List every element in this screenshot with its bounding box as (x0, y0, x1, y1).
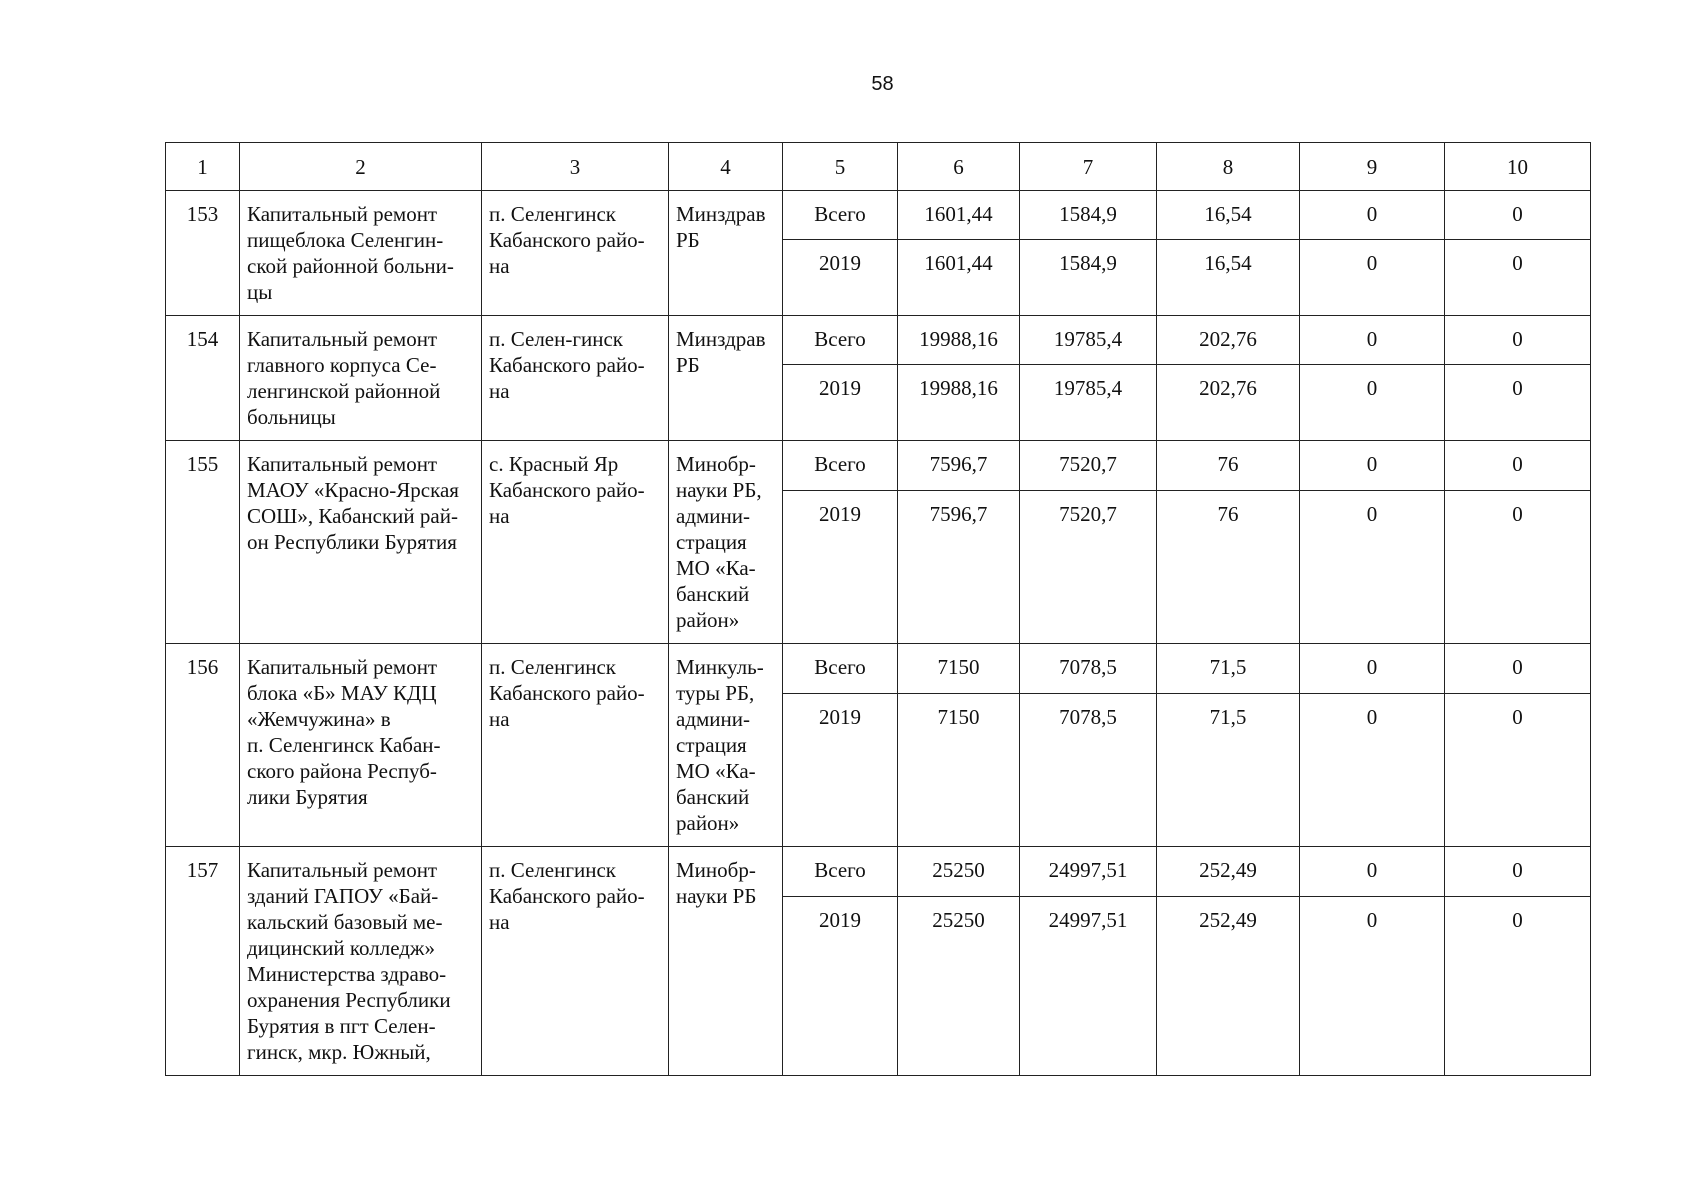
column-header: 4 (669, 143, 783, 191)
location-cell: с. Красный Яр Кабанского райо- на (482, 441, 669, 644)
amount-cell: 7520,7 (1020, 490, 1157, 643)
table-row-total (166, 191, 1591, 240)
object-name-cell: Капитальный ремонт зданий ГАПОУ «Бай- кальский базовый ме- дицинский колледж» Министерства здраво- охранения Республики Бурятия в пгт Селен- гинск, мкр. Южный, (240, 847, 482, 1076)
period-label-cell: 2019 (783, 896, 898, 1075)
period-label-cell: Всего (783, 644, 898, 694)
object-name-cell: Капитальный ремонт блока «Б» МАУ КДЦ «Жемчужина» в п. Селенгинск Кабан- ского района Респуб- лики Бурятия (240, 644, 482, 847)
amount-cell: 24997,51 (1020, 847, 1157, 897)
amount-cell: 7078,5 (1020, 644, 1157, 694)
amount-cell: 0 (1300, 441, 1445, 491)
amount-cell: 0 (1300, 191, 1445, 240)
amount-cell: 1584,9 (1020, 240, 1157, 316)
column-header: 10 (1445, 143, 1591, 191)
period-label-cell: 2019 (783, 365, 898, 441)
amount-cell: 0 (1445, 693, 1591, 846)
amount-cell: 76 (1157, 490, 1300, 643)
agency-cell: Минздрав РБ (669, 316, 783, 441)
amount-cell: 71,5 (1157, 693, 1300, 846)
amount-cell: 0 (1300, 693, 1445, 846)
row-number-cell: 157 (166, 847, 240, 1076)
amount-cell: 24997,51 (1020, 896, 1157, 1075)
amount-cell: 252,49 (1157, 896, 1300, 1075)
amount-cell: 0 (1445, 365, 1591, 441)
period-label-cell: 2019 (783, 490, 898, 643)
agency-cell: Минобр- науки РБ (669, 847, 783, 1076)
amount-cell: 0 (1300, 847, 1445, 897)
header-row (166, 143, 1591, 191)
column-header: 6 (898, 143, 1020, 191)
amount-cell: 0 (1300, 316, 1445, 365)
amount-cell: 16,54 (1157, 191, 1300, 240)
amount-cell: 7596,7 (898, 490, 1020, 643)
period-label-cell: 2019 (783, 693, 898, 846)
location-cell: п. Селенгинск Кабанского райо- на (482, 644, 669, 847)
amount-cell: 16,54 (1157, 240, 1300, 316)
row-number-cell: 154 (166, 316, 240, 441)
period-label-cell: Всего (783, 441, 898, 491)
amount-cell: 1601,44 (898, 191, 1020, 240)
column-header: 3 (482, 143, 669, 191)
table-row-total (166, 441, 1591, 491)
amount-cell: 0 (1445, 490, 1591, 643)
column-header: 2 (240, 143, 482, 191)
amount-cell: 0 (1445, 191, 1591, 240)
table-row-total (166, 847, 1591, 897)
column-header: 8 (1157, 143, 1300, 191)
agency-cell: Минздрав РБ (669, 191, 783, 316)
amount-cell: 0 (1445, 240, 1591, 316)
amount-cell: 71,5 (1157, 644, 1300, 694)
row-number-cell: 156 (166, 644, 240, 847)
amount-cell: 202,76 (1157, 365, 1300, 441)
amount-cell: 19785,4 (1020, 316, 1157, 365)
agency-cell: Минкуль- туры РБ, админи- страция МО «Ка- банский район» (669, 644, 783, 847)
amount-cell: 19988,16 (898, 316, 1020, 365)
period-label-cell: Всего (783, 191, 898, 240)
column-header: 9 (1300, 143, 1445, 191)
period-label-cell: 2019 (783, 240, 898, 316)
column-header: 1 (166, 143, 240, 191)
amount-cell: 0 (1445, 847, 1591, 897)
amount-cell: 7078,5 (1020, 693, 1157, 846)
table-row-total (166, 316, 1591, 365)
amount-cell: 0 (1300, 240, 1445, 316)
agency-cell: Минобр- науки РБ, админи- страция МО «Ка- банский район» (669, 441, 783, 644)
amount-cell: 7596,7 (898, 441, 1020, 491)
amount-cell: 76 (1157, 441, 1300, 491)
object-name-cell: Капитальный ремонт пищеблока Селенгин- ской районной больни- цы (240, 191, 482, 316)
amount-cell: 0 (1445, 316, 1591, 365)
column-header: 7 (1020, 143, 1157, 191)
object-name-cell: Капитальный ремонт главного корпуса Се- ленгинской районной больницы (240, 316, 482, 441)
period-label-cell: Всего (783, 316, 898, 365)
amount-cell: 0 (1445, 441, 1591, 491)
amount-cell: 25250 (898, 847, 1020, 897)
amount-cell: 0 (1300, 644, 1445, 694)
period-label-cell: Всего (783, 847, 898, 897)
amount-cell: 0 (1445, 644, 1591, 694)
location-cell: п. Селен-гинск Кабанского райо- на (482, 316, 669, 441)
amount-cell: 0 (1300, 365, 1445, 441)
amount-cell: 252,49 (1157, 847, 1300, 897)
amount-cell: 0 (1300, 490, 1445, 643)
amount-cell: 202,76 (1157, 316, 1300, 365)
amount-cell: 7150 (898, 693, 1020, 846)
column-header: 5 (783, 143, 898, 191)
object-name-cell: Капитальный ремонт МАОУ «Красно-Ярская СОШ», Кабанский рай- он Республики Бурятия (240, 441, 482, 644)
location-cell: п. Селенгинск Кабанского райо- на (482, 191, 669, 316)
amount-cell: 0 (1300, 896, 1445, 1075)
amount-cell: 19785,4 (1020, 365, 1157, 441)
page-number: 58 (871, 73, 894, 95)
amount-cell: 25250 (898, 896, 1020, 1075)
row-number-cell: 153 (166, 191, 240, 316)
budget-table (165, 142, 1591, 1076)
amount-cell: 0 (1445, 896, 1591, 1075)
amount-cell: 1601,44 (898, 240, 1020, 316)
row-number-cell: 155 (166, 441, 240, 644)
amount-cell: 1584,9 (1020, 191, 1157, 240)
amount-cell: 19988,16 (898, 365, 1020, 441)
amount-cell: 7150 (898, 644, 1020, 694)
location-cell: п. Селенгинск Кабанского райо- на (482, 847, 669, 1076)
table-row-total (166, 644, 1591, 694)
amount-cell: 7520,7 (1020, 441, 1157, 491)
